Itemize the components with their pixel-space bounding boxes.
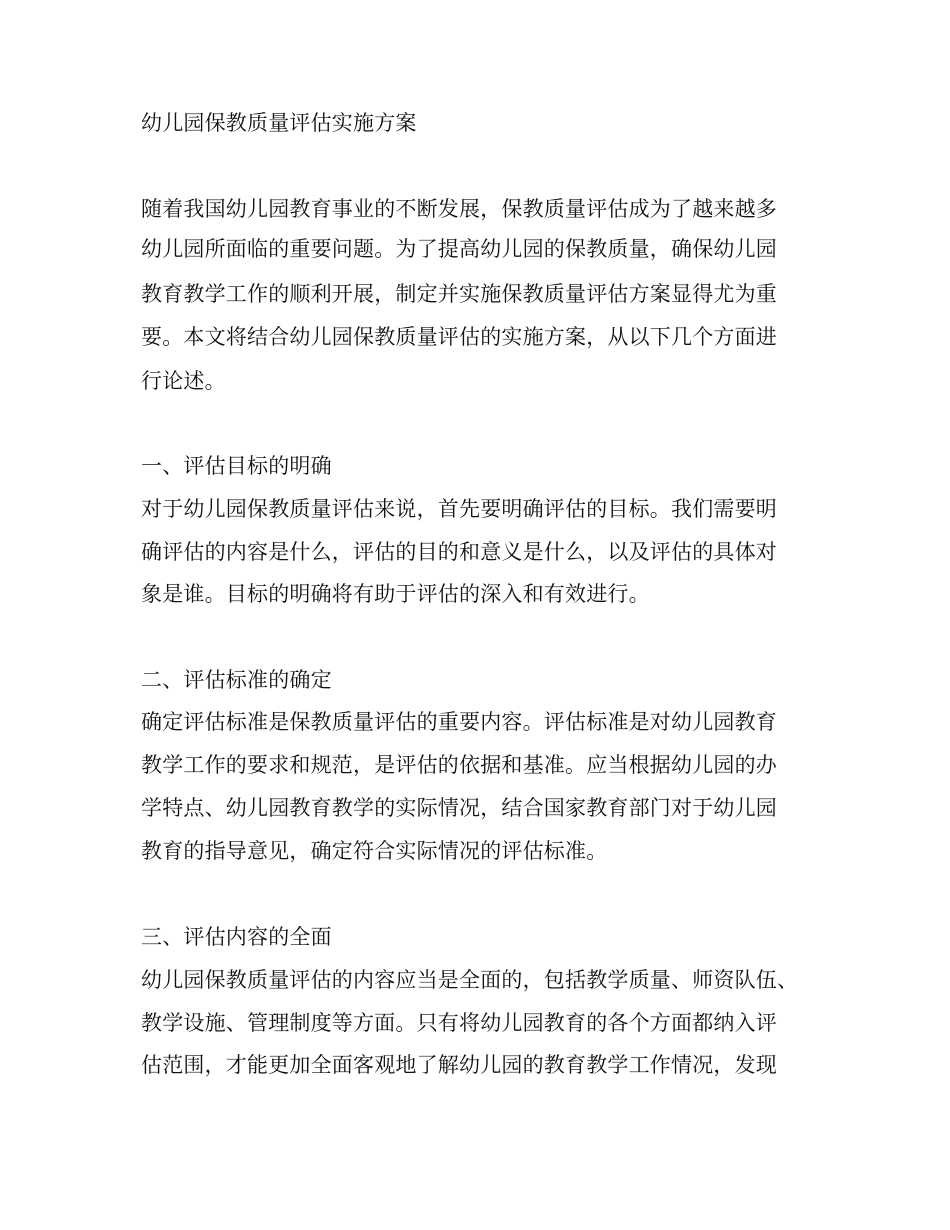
section-heading: 二、评估标准的确定 bbox=[141, 668, 332, 692]
section-heading: 三、评估内容的全面 bbox=[141, 925, 332, 949]
section-line: 确定评估标准是保教质量评估的重要内容。评估标准是对幼儿园教育 bbox=[141, 710, 777, 734]
section-line: 教学设施、管理制度等方面。只有将幼儿园教育的各个方面都纳入评 bbox=[141, 1011, 777, 1035]
intro-line: 幼儿园所面临的重要问题。为了提高幼儿园的保教质量，确保幼儿园 bbox=[141, 237, 777, 261]
section-line: 教学工作的要求和规范，是评估的依据和基准。应当根据幼儿园的办 bbox=[141, 753, 777, 777]
intro-line: 教育教学工作的顺利开展，制定并实施保教质量评估方案显得尤为重 bbox=[141, 282, 777, 306]
document-title: 幼儿园保教质量评估实施方案 bbox=[141, 111, 417, 135]
intro-line: 随着我国幼儿园教育事业的不断发展，保教质量评估成为了越来越多 bbox=[141, 197, 777, 221]
section-line: 估范围，才能更加全面客观地了解幼儿园的教育教学工作情况，发现 bbox=[141, 1053, 777, 1077]
section-heading: 一、评估目标的明确 bbox=[141, 454, 332, 478]
intro-line: 要。本文将结合幼儿园保教质量评估的实施方案，从以下几个方面进 bbox=[141, 325, 777, 349]
section-line: 对于幼儿园保教质量评估来说，首先要明确评估的目标。我们需要明 bbox=[141, 497, 777, 521]
intro-line: 行论述。 bbox=[141, 369, 226, 393]
section-line: 幼儿园保教质量评估的内容应当是全面的，包括教学质量、师资队伍、 bbox=[141, 968, 799, 992]
section-line: 确评估的内容是什么，评估的目的和意义是什么，以及评估的具体对 bbox=[141, 540, 777, 564]
section-line: 象是谁。目标的明确将有助于评估的深入和有效进行。 bbox=[141, 582, 650, 606]
section-line: 教育的指导意见，确定符合实际情况的评估标准。 bbox=[141, 839, 608, 863]
section-line: 学特点、幼儿园教育教学的实际情况，结合国家教育部门对于幼儿园 bbox=[141, 796, 777, 820]
